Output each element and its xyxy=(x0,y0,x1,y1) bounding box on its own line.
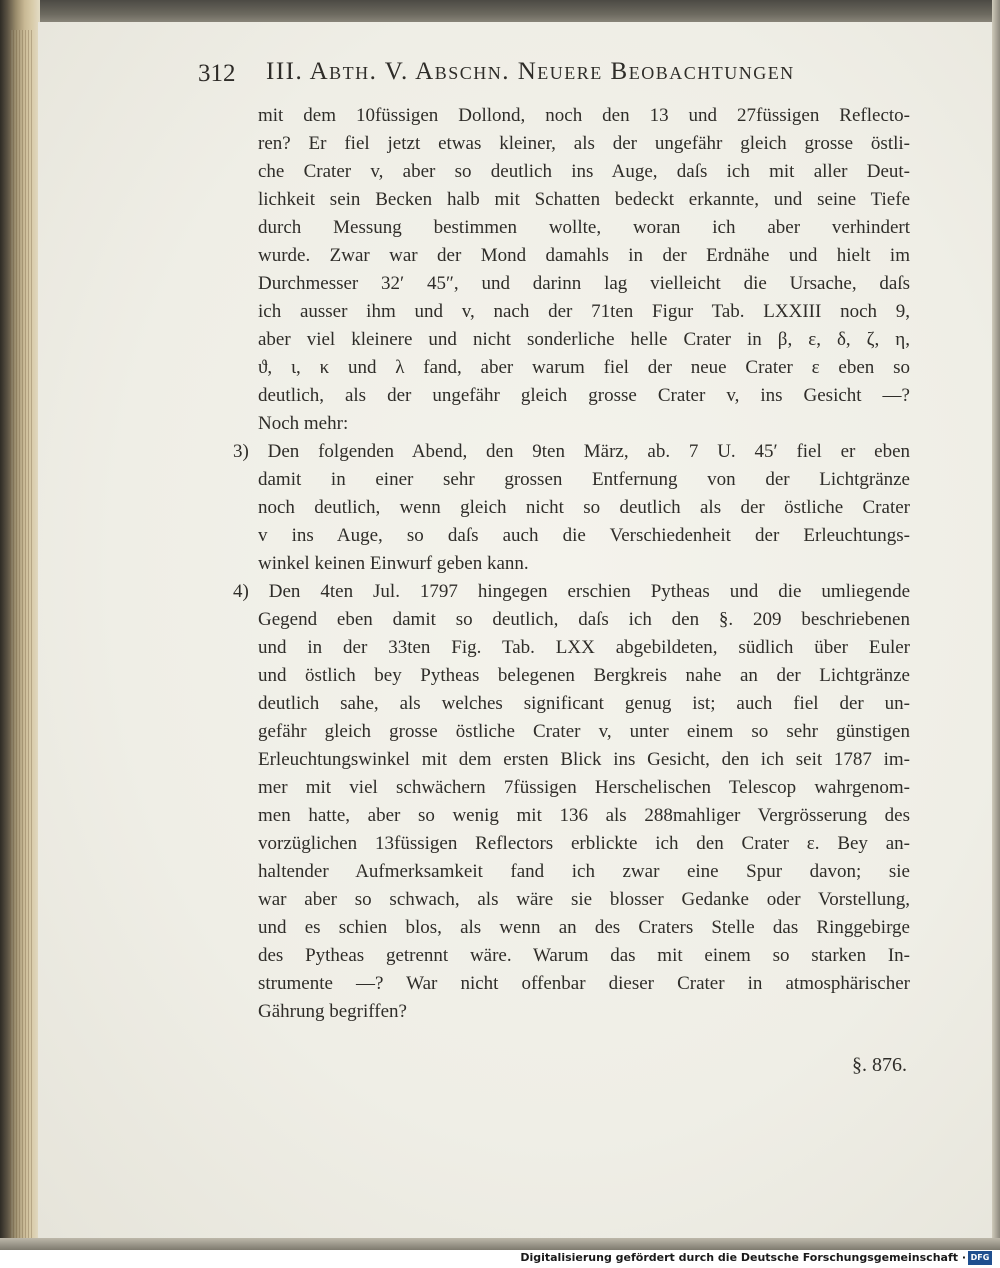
page-stack-edges xyxy=(10,30,34,1240)
numbered-item-start: 4) Den 4ten Jul. 1797 hingegen erschien Pytheas und die umliegende xyxy=(233,581,910,602)
dfg-logo-icon: DFG xyxy=(968,1251,992,1265)
text-line: mit dem 10füssigen Dollond, noch den 13 und 27füssigen Reflecto- xyxy=(258,105,910,126)
text-line: Gährung begriffen? xyxy=(258,1001,407,1022)
text-line: und es schien blos, als wenn an des Craters Stelle das Ringgebirge xyxy=(258,917,910,938)
text-line: damit in einer sehr grossen Entfernung von der Lichtgränze xyxy=(258,469,910,490)
text-line: strumente —? War nicht offenbar dieser Crater in atmosphärischer xyxy=(258,973,910,994)
text-line: durch Messung bestimmen wollte, woran ich aber verhindert xyxy=(258,217,910,238)
text-line: deutlich sahe, als welches significant genug ist; auch fiel der un- xyxy=(258,693,910,714)
scan-frame-right xyxy=(992,0,1000,1250)
text-line: Erleuchtungswinkel mit dem ersten Blick ins Gesicht, den ich seit 1787 im- xyxy=(258,749,910,770)
text-line: und östlich bey Pytheas belegenen Bergkreis nahe an der Lichtgränze xyxy=(258,665,910,686)
text-line: che Crater v, aber so deutlich ins Auge, daſs ich mit aller Deut- xyxy=(258,161,910,182)
text-line: wurde. Zwar war der Mond damahls in der Erdnähe und hielt im xyxy=(258,245,910,266)
text-line: vorzüglichen 13füssigen Reflectors erblickte ich den Crater ε. Bey an- xyxy=(258,833,910,854)
text-line: men hatte, aber so wenig mit 136 als 288mahliger Vergrösserung des xyxy=(258,805,910,826)
funding-credit: Digitalisierung gefördert durch die Deutsche Forschungsgemeinschaft · xyxy=(520,1251,966,1264)
text-line: des Pytheas getrennt wäre. Warum das mit einem so starken In- xyxy=(258,945,910,966)
text-line: und in der 33ten Fig. Tab. LXX abgebildeten, südlich über Euler xyxy=(258,637,910,658)
text-line: aber viel kleinere und nicht sonderliche helle Crater in β, ε, δ, ζ, η, xyxy=(258,329,910,350)
text-line: lichkeit sein Becken halb mit Schatten bedeckt erkannte, und seine Tiefe xyxy=(258,189,910,210)
text-line: haltender Aufmerksamkeit fand ich zwar eine Spur davon; sie xyxy=(258,861,910,882)
numbered-item-start: 3) Den folgenden Abend, den 9ten März, ab. 7 U. 45′ fiel er eben xyxy=(233,441,910,462)
text-line: Durchmesser 32′ 45″, und darinn lag vielleicht die Ursache, daſs xyxy=(258,273,910,294)
catchword-section-mark: §. 876. xyxy=(852,1054,907,1076)
text-line: v ins Auge, so daſs auch die Verschiedenheit der Erleuchtungs- xyxy=(258,525,910,546)
scan-frame-bottom xyxy=(0,1238,1000,1250)
text-line: Noch mehr: xyxy=(258,413,349,434)
text-line: ren? Er fiel jetzt etwas kleiner, als der ungefähr gleich grosse östli- xyxy=(258,133,910,154)
page-header xyxy=(0,0,1000,110)
text-line: noch deutlich, wenn gleich nicht so deutlich als der östliche Crater xyxy=(258,497,910,518)
page-number: 312 xyxy=(198,60,236,87)
body-text xyxy=(198,102,910,1026)
running-head: III. Abth. V. Abschn. Neuere Beobachtungen xyxy=(266,58,795,85)
text-line: mer mit viel schwächern 7füssigen Herschelischen Telescop wahrgenom- xyxy=(258,777,910,798)
text-line: ϑ, ι, κ und λ fand, aber warum fiel der neue Crater ε eben so xyxy=(258,357,910,378)
text-line: gefähr gleich grosse östliche Crater v, unter einem so sehr günstigen xyxy=(258,721,910,742)
text-line: winkel keinen Einwurf geben kann. xyxy=(258,553,529,574)
text-line: war aber so schwach, als wäre sie blosser Gedanke oder Vorstellung, xyxy=(258,889,910,910)
text-line: Gegend eben damit so deutlich, daſs ich den §. 209 beschriebenen xyxy=(258,609,910,630)
text-line: ich ausser ihm und v, nach der 71ten Figur Tab. LXXIII noch 9, xyxy=(258,301,910,322)
text-line: deutlich, als der ungefähr gleich grosse Crater v, ins Gesicht —? xyxy=(258,385,910,406)
